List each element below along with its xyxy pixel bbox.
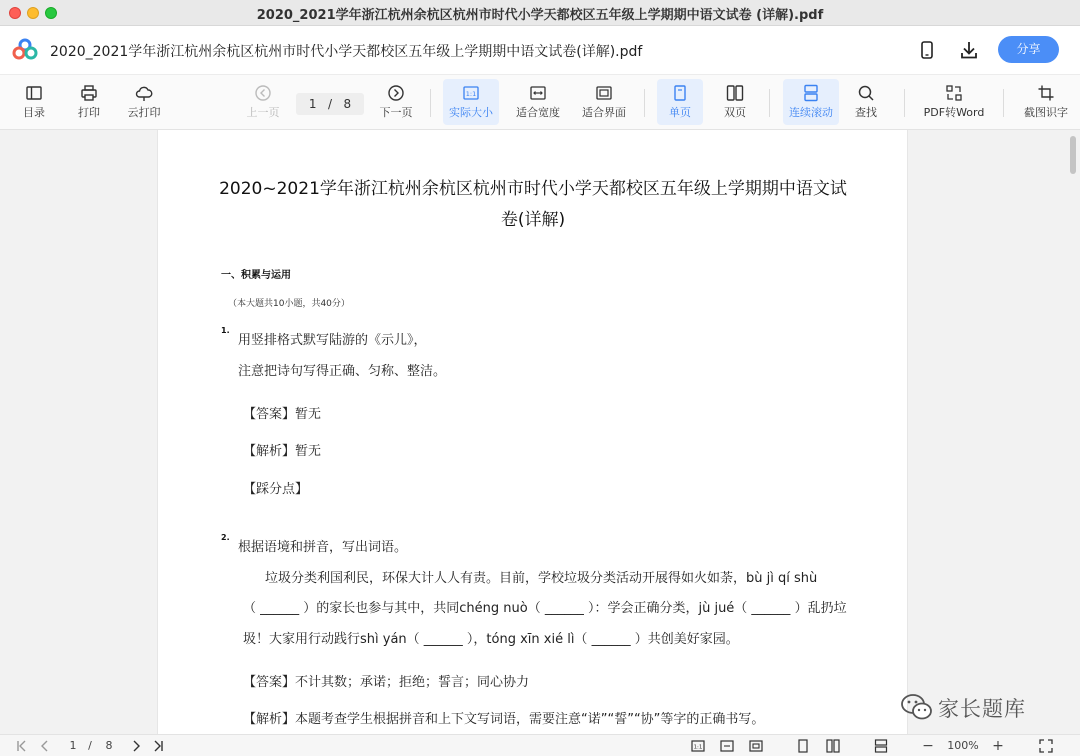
question-text: （ ______ ）的家长也参与其中，共同chéng nuò（ ______ ）：学会正确分类，jù jué（ ______ ）乱扔垃 <box>243 601 847 616</box>
section-note: （本大题共10小题，共40分） <box>228 299 350 309</box>
question-number: 1. <box>221 326 230 335</box>
svg-text:1:1: 1:1 <box>693 744 703 751</box>
actual-size-icon <box>691 739 705 753</box>
prev-page-button[interactable]: 上一页 <box>241 79 285 125</box>
chevron-left-circle-icon <box>254 84 272 102</box>
status-continuous-button[interactable] <box>872 738 890 754</box>
search-icon <box>857 84 875 102</box>
share-button[interactable]: 分享 <box>998 36 1059 63</box>
analysis-text: 【解析】本题考查学生根据拼音和上下文写词语，需要注意“诺”“誓”“协”等字的正确书写。 <box>243 712 765 727</box>
continuous-scroll-button[interactable]: 连续滚动 <box>783 79 839 125</box>
toolbar-divider <box>1003 89 1004 117</box>
toolbar <box>0 74 1080 130</box>
status-fit-page-button[interactable] <box>747 738 765 754</box>
last-page-button[interactable] <box>150 738 166 754</box>
first-page-icon <box>15 739 29 753</box>
fit-page-icon <box>749 739 763 753</box>
toolbar-divider <box>904 89 905 117</box>
cloud-print-button[interactable]: 云打印 <box>120 79 168 125</box>
analysis-text: 【解析】暂无 <box>243 444 322 459</box>
status-double-page-button[interactable] <box>823 738 843 754</box>
ocr-button[interactable]: 截图识字 <box>1018 79 1074 125</box>
status-current-page[interactable]: 1 <box>69 739 77 752</box>
toc-icon <box>25 84 43 102</box>
fit-width-icon <box>720 739 734 753</box>
printer-icon <box>80 84 98 102</box>
scrollbar-thumb[interactable] <box>1070 136 1076 174</box>
toolbar-divider <box>769 89 770 117</box>
page-title: 2020~2021学年浙江杭州余杭区杭州市时代小学天都校区五年级上学期期中语文试卷(详解) <box>219 179 847 230</box>
status-single-page-button[interactable] <box>794 738 812 754</box>
print-button[interactable]: 打印 <box>67 79 111 125</box>
question-text: 注意把诗句写得正确、匀称、整洁。 <box>238 364 447 379</box>
wechat-icon <box>900 692 934 722</box>
fullscreen-button[interactable] <box>1038 738 1054 754</box>
zoom-out-button[interactable]: − <box>922 738 934 754</box>
cloud-icon <box>135 84 153 102</box>
section-heading: 一、积累与运用 <box>221 270 291 281</box>
fit-page-icon <box>595 84 613 102</box>
find-button[interactable]: 查找 <box>845 79 887 125</box>
question-number: 2. <box>221 533 230 542</box>
fit-width-icon <box>529 84 547 102</box>
question-text: 根据语境和拼音，写出词语。 <box>238 540 408 555</box>
scoring-points-text: 【踩分点】 <box>243 482 309 497</box>
chevron-left-icon <box>38 739 52 753</box>
document-name: 2020_2021学年浙江杭州余杭区杭州市时代小学天都校区五年级上学期期中语文试卷(详解).pdf <box>50 44 643 60</box>
next-page-button[interactable]: 下一页 <box>374 79 418 125</box>
toolbar-divider <box>644 89 645 117</box>
status-total-pages: 8 <box>105 739 113 752</box>
page-number-input[interactable]: 1 / 8 <box>296 93 364 115</box>
single-page-icon <box>796 739 810 753</box>
last-page-icon <box>151 739 165 753</box>
fit-width-button[interactable]: 适合宽度 <box>510 79 566 125</box>
answer-text: 【答案】不计其数；承诺；拒绝；誓言；同心协力 <box>243 675 530 690</box>
status-bar <box>0 734 1080 756</box>
question-text: 用竖排格式默写陆游的《示儿》， <box>238 333 427 348</box>
pdf-to-word-icon <box>945 84 963 102</box>
actual-size-button[interactable]: 1:1 实际大小 <box>443 79 499 125</box>
title-bar <box>0 0 1080 26</box>
chevron-right-circle-icon <box>387 84 405 102</box>
svg-text:1:1: 1:1 <box>465 90 477 98</box>
question-text: 垃圾分类利国利民，环保大计人人有责。目前，学校垃圾分类活动开展得如火如荼，bù jì qí shù <box>265 571 818 586</box>
fullscreen-icon <box>1039 739 1053 753</box>
watermark-text: 家长题库 <box>938 697 1026 721</box>
toc-button[interactable]: 目录 <box>12 79 56 125</box>
single-page-button[interactable]: 单页 <box>657 79 703 125</box>
status-fit-width-button[interactable] <box>718 738 736 754</box>
download-icon[interactable] <box>958 39 980 61</box>
zoom-level[interactable]: 100% <box>947 739 979 752</box>
status-prev-page-button[interactable] <box>37 738 53 754</box>
single-page-icon <box>671 84 689 102</box>
chevron-right-icon <box>129 739 143 753</box>
toolbar-divider <box>430 89 431 117</box>
pdf-to-word-button[interactable]: PDF转Word <box>918 79 990 125</box>
zoom-in-button[interactable]: + <box>992 738 1004 754</box>
first-page-button[interactable] <box>14 738 30 754</box>
fit-page-button[interactable]: 适合界面 <box>576 79 632 125</box>
continuous-scroll-icon <box>802 84 820 102</box>
pdf-page <box>157 130 908 734</box>
double-page-icon <box>826 739 840 753</box>
status-next-page-button[interactable] <box>128 738 144 754</box>
double-page-icon <box>726 84 744 102</box>
document-header <box>0 26 1080 74</box>
actual-size-icon <box>462 84 480 102</box>
double-page-button[interactable]: 双页 <box>713 79 757 125</box>
phone-icon[interactable] <box>916 39 938 61</box>
window-title: 2020_2021学年浙江杭州余杭区杭州市时代小学天都校区五年级上学期期中语文试卷 (详解).pdf <box>256 8 824 23</box>
status-actual-size-button[interactable] <box>689 738 707 754</box>
question-text: 圾！大家用行动践行shì yán（ ______ ），tóng xīn xié lì（ ______ ）共创美好家园。 <box>243 632 739 647</box>
continuous-scroll-icon <box>874 739 888 753</box>
answer-text: 【答案】暂无 <box>243 407 322 422</box>
crop-icon <box>1037 84 1055 102</box>
app-logo-icon <box>12 38 38 60</box>
document-viewport[interactable] <box>0 130 1080 734</box>
watermark <box>900 690 1060 726</box>
vertical-scrollbar[interactable] <box>1066 130 1080 734</box>
status-page-separator: / <box>88 739 92 752</box>
